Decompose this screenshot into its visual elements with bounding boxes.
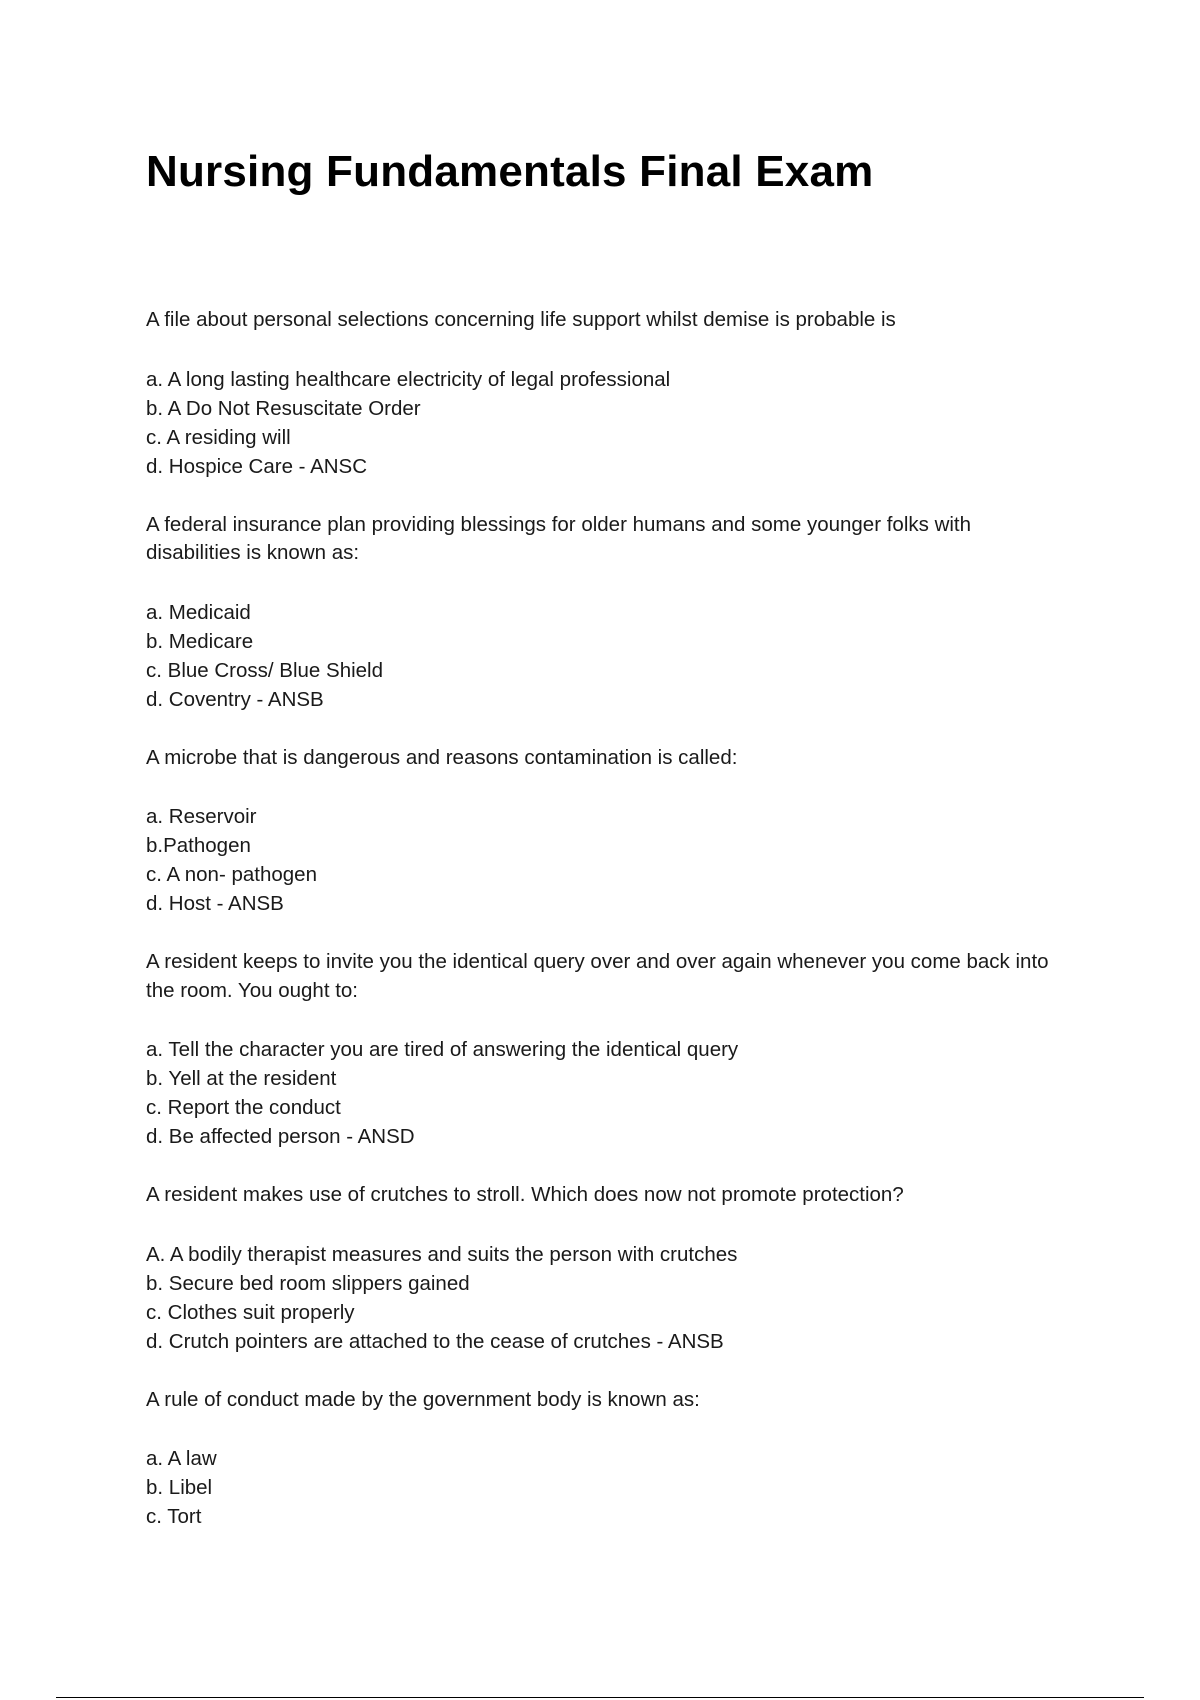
answer-option: b. Libel — [146, 1476, 213, 1499]
answer-option: b. Yell at the resident — [146, 1067, 337, 1090]
answer-option: a. A long lasting healthcare electricity of legal professional — [146, 367, 671, 391]
answer-option: c. Clothes suit properly — [146, 1300, 355, 1324]
answer-option: d. Be affected person - ANSD — [146, 1125, 415, 1148]
question-prompt: A resident keeps to invite you the identical query over and over again whenever you come back into the room. You ought to: — [146, 950, 1049, 1002]
answer-option: b. Medicare — [146, 629, 254, 653]
answer-option: b. Secure bed room slippers gained — [146, 1271, 470, 1295]
question-prompt: A resident makes use of crutches to stroll. Which does now not promote protection? — [146, 1183, 904, 1206]
answer-options — [146, 1444, 1066, 1531]
answer-options — [146, 1240, 1066, 1356]
answer-option: c. Report the conduct — [146, 1096, 341, 1119]
question-list — [146, 306, 1066, 1561]
question-prompt: A federal insurance plan providing blessings for older humans and some younger folks with disabilities is known as: — [146, 512, 972, 564]
answer-option: c. Tort — [146, 1505, 202, 1528]
answer-option: d. Host - ANSB — [146, 892, 284, 915]
document-title: Nursing Fundamentals Final Exam — [146, 147, 874, 196]
answer-option: a. Reservoir — [146, 805, 257, 828]
answer-option: a. Medicaid — [146, 600, 251, 624]
answer-option: d. Coventry - ANSB — [146, 687, 324, 711]
question-4 — [146, 948, 1066, 1151]
answer-options — [146, 802, 1066, 918]
answer-option: c. A non- pathogen — [146, 863, 317, 886]
answer-option: A. A bodily therapist measures and suits the person with crutches — [146, 1242, 738, 1266]
question-6 — [146, 1386, 1066, 1532]
question-prompt: A rule of conduct made by the government body is known as: — [146, 1387, 700, 1411]
answer-option: a. Tell the character you are tired of answering the identical query — [146, 1038, 739, 1061]
answer-option: a. A law — [146, 1447, 217, 1470]
answer-option: c. Blue Cross/ Blue Shield — [146, 658, 384, 682]
answer-option: b. A Do Not Resuscitate Order — [146, 396, 421, 420]
question-2 — [146, 511, 1066, 714]
answer-options — [146, 598, 1066, 714]
question-5 — [146, 1181, 1066, 1356]
answer-option: d. Crutch pointers are attached to the cease of crutches - ANSB — [146, 1329, 724, 1353]
answer-option: b.Pathogen — [146, 834, 251, 857]
question-prompt: A microbe that is dangerous and reasons contamination is called: — [146, 745, 738, 769]
question-1 — [146, 306, 1066, 481]
answer-option: d. Hospice Care - ANSC — [146, 454, 368, 478]
answer-options — [146, 1035, 1066, 1151]
answer-option: c. A residing will — [146, 425, 291, 449]
question-3 — [146, 744, 1066, 919]
page-bottom-divider — [56, 1697, 1144, 1698]
question-prompt: A file about personal selections concerning life support whilst demise is probable is — [146, 308, 896, 331]
answer-options — [146, 365, 1066, 481]
